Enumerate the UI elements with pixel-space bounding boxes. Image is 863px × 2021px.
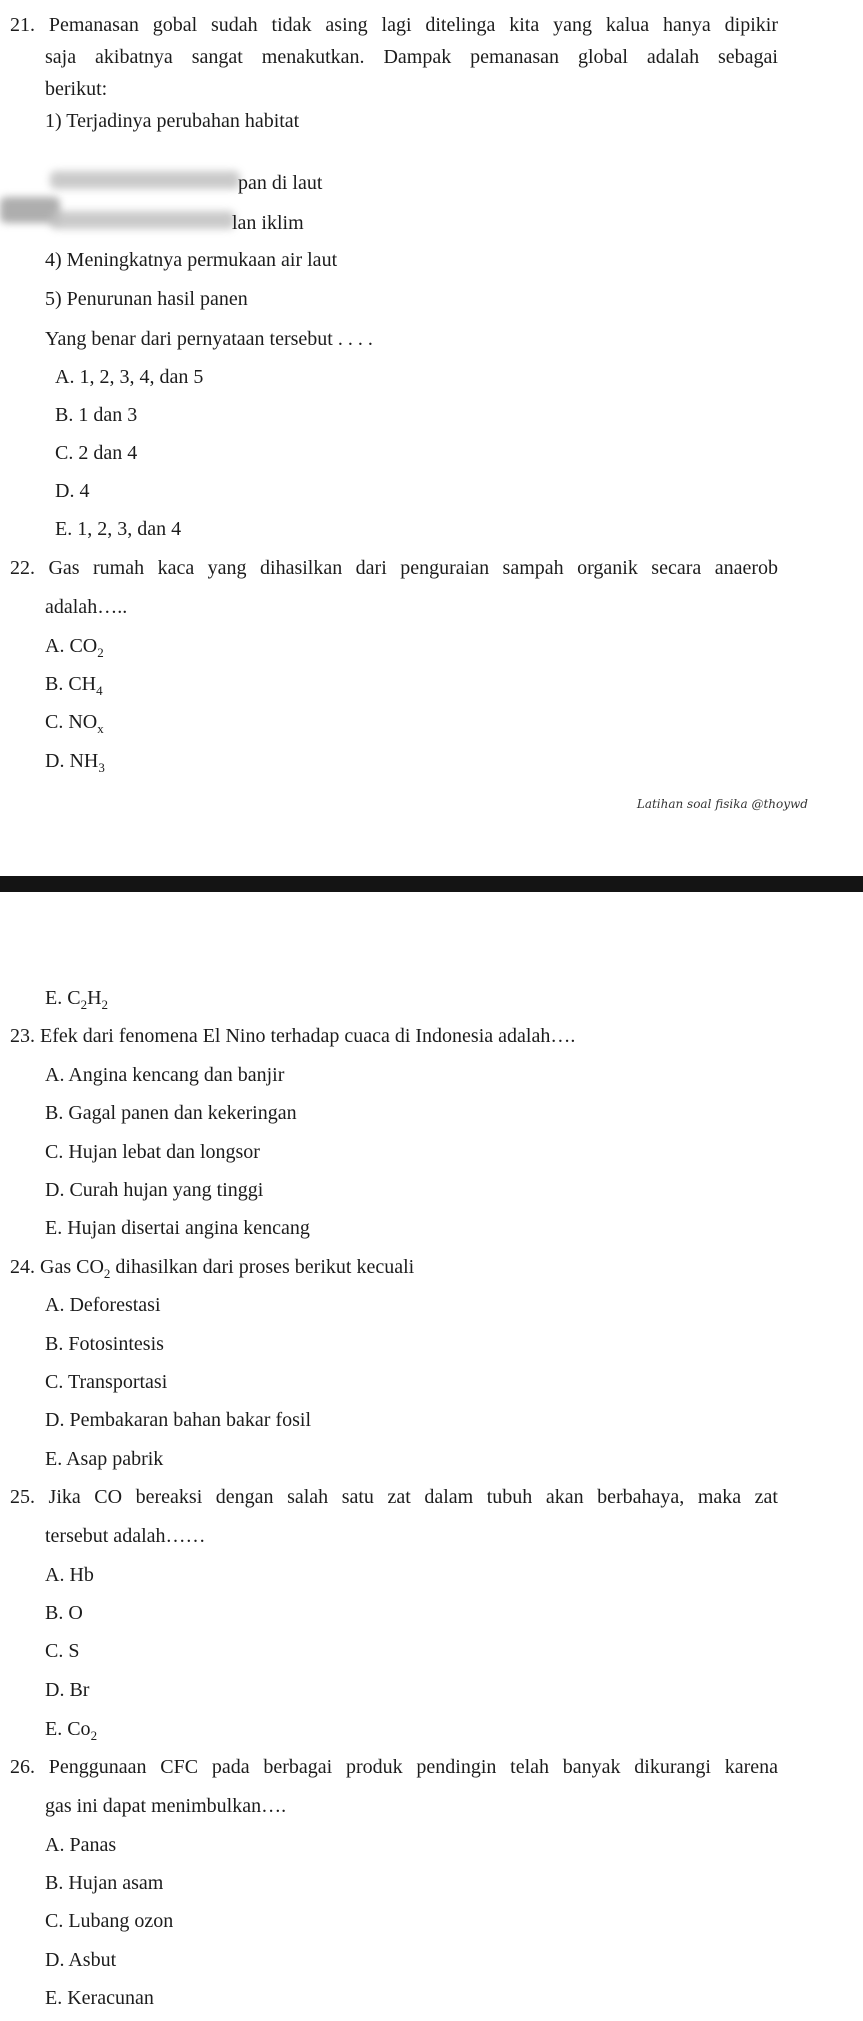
q21-statement-3: lan iklim [232, 212, 304, 234]
q24-option-d: D. Pembakaran bahan bakar fosil [45, 1409, 312, 1431]
q22-option-b: B. $CH_4$ [45, 673, 103, 698]
q25-text-line2: tersebut adalah…… [45, 1525, 206, 1547]
censored-region [50, 211, 235, 229]
q24-question: 24. Gas $CO_2$ dihasilkan dari proses berikut kecuali [10, 1256, 415, 1281]
q21-text-line1: 21. Pemanasan gobal sudah tidak asing lagi ditelinga kita yang kalua hanya dipikir [10, 14, 778, 36]
q21-option-b: B. 1 dan 3 [55, 404, 138, 426]
q22-option-a: A. $CO_2$ [45, 635, 104, 660]
q23-option-e: E. Hujan disertai angina kencang [45, 1217, 310, 1239]
worksheet-footer: Latihan soal fisika @thoywd [636, 797, 808, 811]
q23-option-d: D. Curah hujan yang tinggi [45, 1179, 264, 1201]
q24-option-b: B. Fotosintesis [45, 1333, 164, 1355]
q22-option-e: E. $C_2H_2$ [45, 987, 109, 1012]
q23-question: 23. Efek dari fenomena El Nino terhadap cuaca di Indonesia adalah…. [10, 1025, 576, 1047]
q21-statement-4: 4) Meningkatnya permukaan air laut [45, 249, 338, 271]
q24-option-e: E. Asap pabrik [45, 1448, 164, 1470]
q25-option-c: C. S [45, 1640, 80, 1662]
q22-option-c: C. $NO_x$ [45, 711, 104, 736]
q25-option-d: D. Br [45, 1679, 90, 1701]
worksheet-page-bottom [0, 895, 863, 2021]
q24-option-c: C. Transportasi [45, 1371, 168, 1393]
q26-option-a: A. Panas [45, 1834, 117, 1856]
censored-region [50, 171, 240, 189]
q26-option-b: B. Hujan asam [45, 1872, 164, 1894]
q21-statement-2: pan di laut [238, 172, 323, 194]
q23-option-b: B. Gagal panen dan kekeringan [45, 1102, 297, 1124]
q21-text-line3: berikut: [45, 78, 108, 100]
q22-text-line1: 22. Gas rumah kaca yang dihasilkan dari penguraian sampah organik secara anaerob [10, 557, 778, 579]
q23-option-a: A. Angina kencang dan banjir [45, 1064, 285, 1086]
worksheet-page-top [0, 0, 863, 870]
q25-option-a: A. Hb [45, 1564, 94, 1586]
q21-option-d: D. 4 [55, 480, 90, 502]
q21-statement-5: 5) Penurunan hasil panen [45, 288, 248, 310]
q25-option-e: E. $Co_2$ [45, 1718, 98, 1743]
q25-text-line1: 25. Jika CO bereaksi dengan salah satu zat dalam tubuh akan berbahaya, maka zat [10, 1486, 778, 1508]
q25-option-b: B. O [45, 1602, 83, 1624]
q26-option-e: E. Keracunan [45, 1987, 154, 2009]
q26-text-line2: gas ini dapat menimbulkan…. [45, 1795, 287, 1817]
q21-prompt: Yang benar dari pernyataan tersebut . . . . [45, 328, 373, 350]
q26-option-c: C. Lubang ozon [45, 1910, 174, 1932]
q21-statement-1: 1) Terjadinya perubahan habitat [45, 110, 300, 132]
q21-option-e: E. 1, 2, 3, dan 4 [55, 518, 182, 540]
q21-text-line2: saja akibatnya sangat menakutkan. Dampak pemanasan global adalah sebagai [45, 46, 778, 68]
q21-option-c: C. 2 dan 4 [55, 442, 138, 464]
page-separator [0, 876, 863, 892]
q21-option-a: A. 1, 2, 3, 4, dan 5 [55, 366, 204, 388]
q22-text-line2: adalah….. [45, 596, 128, 618]
q23-option-c: C. Hujan lebat dan longsor [45, 1141, 260, 1163]
q26-text-line1: 26. Penggunaan CFC pada berbagai produk pendingin telah banyak dikurangi karena [10, 1756, 778, 1778]
q22-option-d: D. $NH_3$ [45, 750, 105, 775]
q26-option-d: D. Asbut [45, 1949, 117, 1971]
q24-option-a: A. Deforestasi [45, 1294, 161, 1316]
